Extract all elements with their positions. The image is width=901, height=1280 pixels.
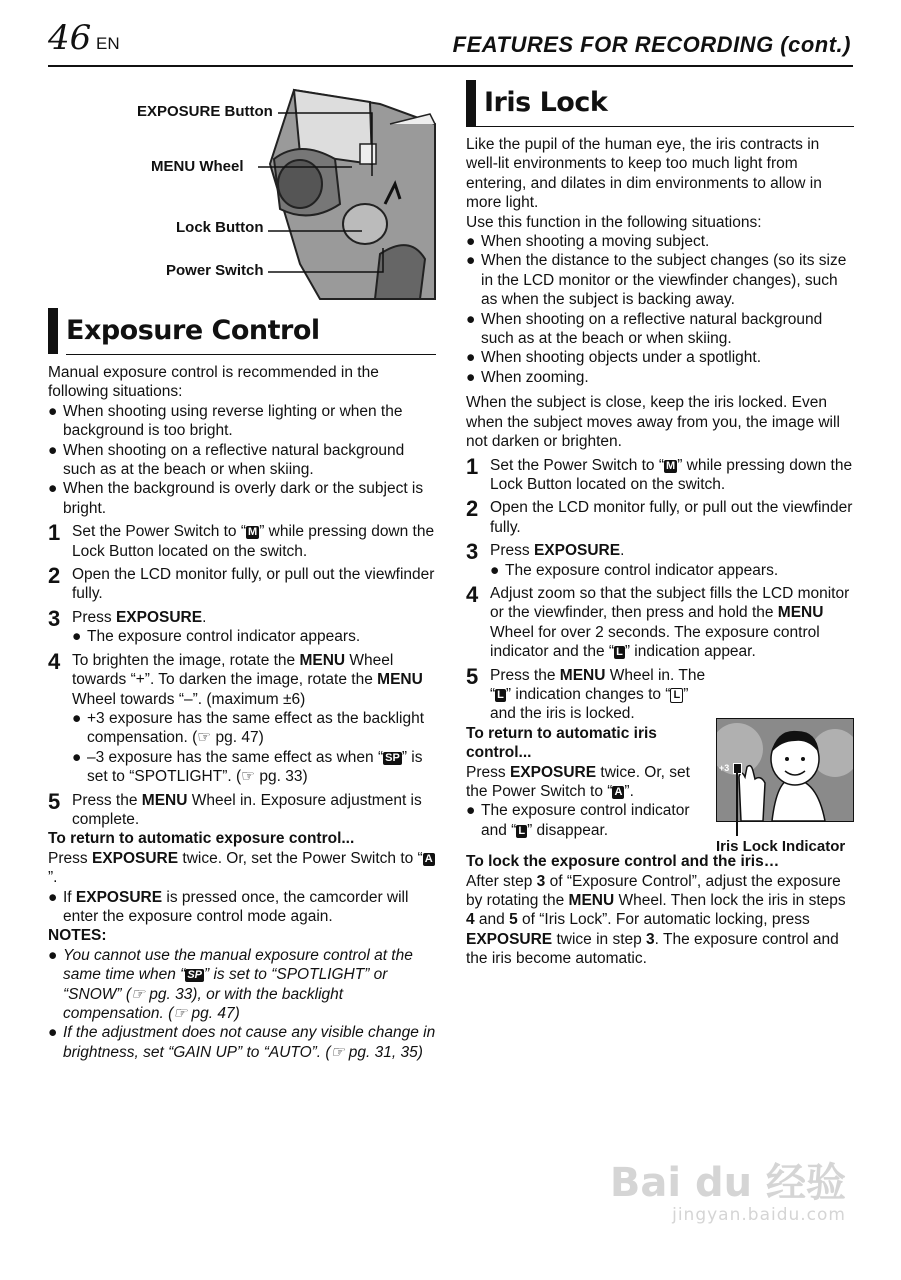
exposure-button-label: EXPOSURE Button xyxy=(137,103,273,120)
list-item: ● If EXPOSURE is pressed once, the camcorder will enter the exposure control mode again. xyxy=(48,888,409,925)
list-item: ● When the background is overly dark or the subject is bright. xyxy=(48,480,424,517)
watermark xyxy=(610,1161,846,1225)
spotlight-icon: SP xyxy=(187,969,203,982)
list-item: ● When shooting on a reflective natural background such as at the beach or when skiing. xyxy=(466,310,823,348)
note-item: ● You cannot use the manual exposure control at the same time when “ SP ” is set to “SPOTLIGHT” or “SNOW” (☞ pg. 33), or with the backlight compensation. (☞ pg. 47) xyxy=(48,946,413,1022)
auto-exposure-text: Press EXPOSURE twice. Or, set the Power Switch to “ A”. xyxy=(48,849,433,887)
exposure-indicator-value: +3 xyxy=(719,763,730,773)
menu-wheel-label: MENU Wheel xyxy=(151,158,244,175)
manual-mode-icon: M xyxy=(248,526,258,539)
page-number: 46 xyxy=(48,18,92,58)
iris-title: Iris Lock xyxy=(466,80,854,126)
iris-close-text: When the subject is close, keep the iris locked. Even when the subject moves away from you, the image will not darken or brighten. xyxy=(466,394,840,451)
list-item: ● When shooting on a reflective natural background such as at the beach or when skiing. xyxy=(48,441,405,479)
step-4: 4 To brighten the image, rotate the MENU Wheel towards “+”. To darken the image, rotate the MENU Wheel towards “–”. (maximum ±6) ● +3 exposure has the same effect as the backlight compensation. (☞ pg. 47) ● –3 exposure has the same effect as when “ SP ” is set to “SPOTLIGHT”. (☞ pg. 33) xyxy=(48,648,425,786)
auto-exposure-heading: To return to automatic exposure control... xyxy=(48,830,355,848)
list-item: ● When shooting objects under a spotlight. xyxy=(466,349,762,367)
list-item: ● When the distance to the subject changes (so its size in the LCD monitor or the viewfinder changes), such as when the subject is backing away. xyxy=(466,252,847,309)
step-3: 3 Press EXPOSURE. ● The exposure control indicator appears. xyxy=(48,605,361,646)
manual-mode-icon: M xyxy=(666,459,676,472)
lock-button-label: Lock Button xyxy=(176,219,264,236)
step-5: 5 Press the MENU Wheel in. Exposure adjustment is complete. xyxy=(48,788,422,828)
list-item: ● When zooming. xyxy=(466,368,589,386)
exposure-control-section xyxy=(48,308,436,1062)
iris-lock-section xyxy=(466,80,854,969)
exposure-intro: Manual exposure control is recommended in the following situations: xyxy=(48,364,379,401)
auto-iris-heading: To return to automatic iris control... xyxy=(466,724,657,762)
list-item: ● When shooting a moving subject. xyxy=(466,233,710,251)
iris-lock-icon: L xyxy=(616,646,623,659)
step-1: 1 Set the Power Switch to “ M ” while pressing down the Lock Button located on the switch. xyxy=(466,453,853,493)
note-item: ● If the adjustment does not cause any visible change in brightness, set “GAIN UP” to “AUTO”. (☞ pg. 31, 35) xyxy=(48,1024,436,1061)
iris-use: Use this function in the following situations: xyxy=(466,213,762,231)
step-3: 3 Press EXPOSURE. ● The exposure control indicator appears. xyxy=(466,539,779,579)
list-item: ● The exposure control indicator and “ L ” disappear. xyxy=(466,802,690,839)
lock-both-heading: To lock the exposure control and the iris… xyxy=(466,853,780,871)
list-item: ● When shooting using reverse lighting or when the background is too bright. xyxy=(48,402,403,440)
iris-lock-icon: L xyxy=(518,824,526,837)
iris-lock-icon: L xyxy=(497,688,504,701)
step-5: 5 Press the MENU Wheel in. The “ L ” indication changes to “ L ” and the iris is locked. xyxy=(466,663,706,723)
step-2: 2 Open the LCD monitor fully, or pull out the viewfinder fully. xyxy=(48,563,435,603)
lock-both-text: After step 3 of “Exposure Control”, adjust the exposure by rotating the MENU Wheel. Then lock the iris in steps 4 and 5 of “Iris Lock”. For automatic locking, press EXPOSURE twice in step 3. The exposure control and the iris become automatic. xyxy=(466,872,846,968)
auto-iris-text: Press EXPOSURE twice. Or, set the Power Switch to “ A ”. xyxy=(466,763,690,800)
auto-mode-icon: A xyxy=(424,852,433,865)
power-switch-label: Power Switch xyxy=(166,262,264,279)
running-header: FEATURES FOR RECORDING (cont.) xyxy=(452,32,851,57)
spotlight-icon: SP xyxy=(385,751,400,764)
step-1: 1 Set the Power Switch to “ M ” while pressing down the Lock Button located on the switch. xyxy=(48,520,435,560)
exposure-title-rule xyxy=(66,354,436,355)
iris-intro: Like the pupil of the human eye, the iris contracts in well-lit environments to keep too much light from entering, and dilates in dim environments to allow in more light. xyxy=(466,136,822,212)
iris-title-rule xyxy=(466,126,854,127)
watermark-brand: Bai du 经验 xyxy=(609,1160,846,1206)
exposure-title: Exposure Control xyxy=(48,308,436,354)
step-2: 2 Open the LCD monitor fully, or pull out the viewfinder fully. xyxy=(466,496,853,536)
language-label: EN xyxy=(96,34,120,53)
auto-mode-icon: A xyxy=(614,786,623,798)
notes-heading: NOTES: xyxy=(48,927,107,945)
iris-lock-indicator-label: Iris Lock Indicator xyxy=(716,838,846,855)
iris-lock-indicator-icon xyxy=(733,763,742,774)
indicator-callout-line xyxy=(736,770,738,836)
iris-locked-icon: L xyxy=(670,688,683,703)
step-4: 4 Adjust zoom so that the subject fills the LCD monitor or the viewfinder, then press and hold the MENU Wheel for over 2 seconds. The exposure control indicator and the “ L ” indication appear. xyxy=(466,581,850,661)
watermark-url: jingyan.baidu.com xyxy=(672,1205,846,1225)
